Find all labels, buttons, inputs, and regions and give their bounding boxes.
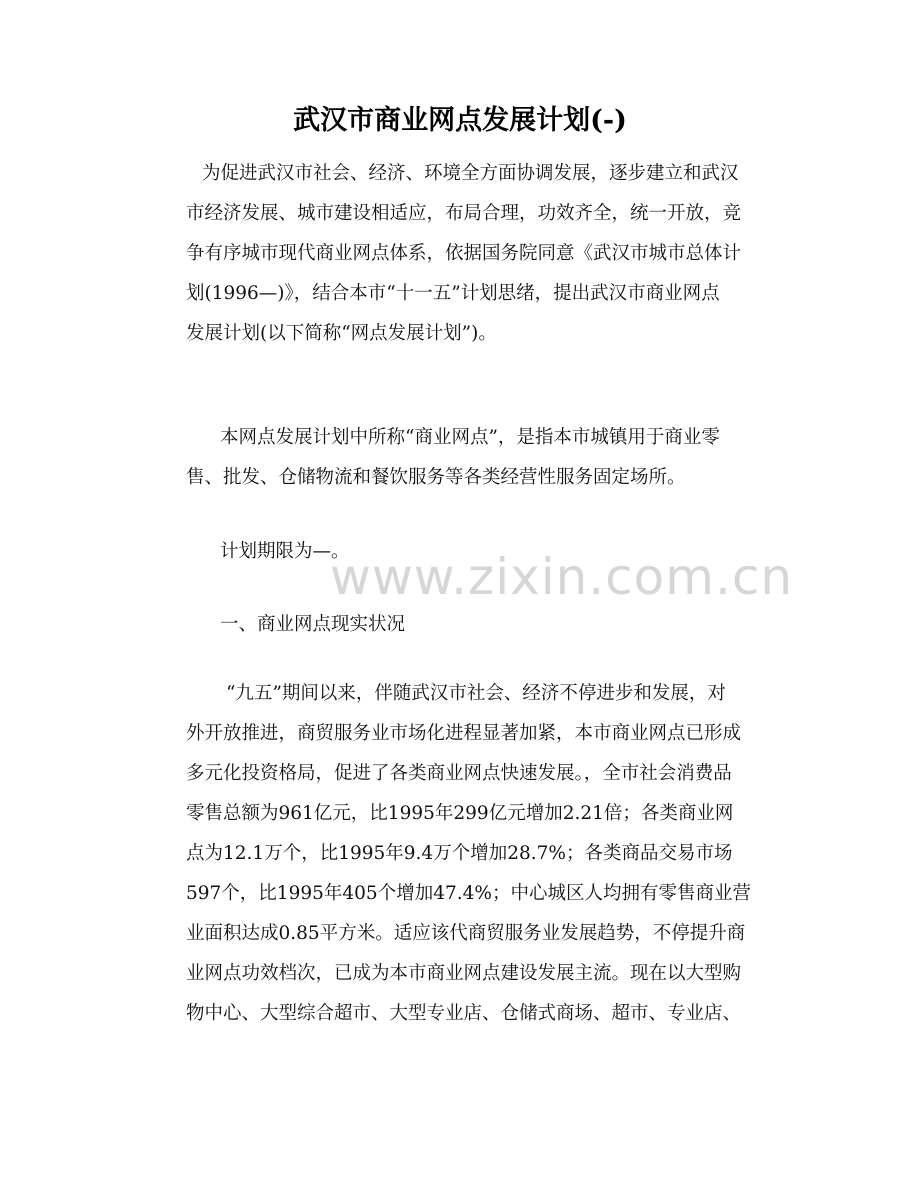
paragraph-current-status [186, 674, 751, 1034]
paragraph-line: 业网点功效档次，已成为本市商业网点建设发展主流。现在以大型购 [186, 963, 742, 984]
paragraph-intro [186, 154, 742, 354]
paragraph-line: 划(1996—)》，结合本市“十一五”计划思绪，提出武汉市商业网点 [186, 283, 720, 304]
paragraph-line: 为促进武汉市社会、经济、环境全方面协调发展，逐步建立和武汉 [202, 163, 739, 184]
section-heading [186, 605, 742, 645]
paragraph-line: 多元化投资格局，促进了各类商业网点快速发展。，全市社会消费品 [186, 763, 732, 784]
section-heading-text: 一、商业网点现实状况 [220, 614, 406, 635]
paragraph-line: 计划期限为—。 [220, 541, 350, 562]
paragraph-line: 业面积达成0.85平方米。适应该代商贸服务业发展趋势，不停提升商 [186, 923, 746, 944]
paragraph-plan-period [186, 532, 742, 572]
paragraph-line: 点为12.1万个，比1995年9.4万个增加28.7%；各类商品交易市场 [186, 843, 733, 864]
paragraph-line: 物中心、大型综合超市、大型专业店、仓储式商场、超市、专业店、 [186, 1003, 742, 1024]
paragraph-line: 市经济发展、城市建设相适应，布局合理，功效齐全，统一开放，竞 [186, 203, 742, 224]
paragraph-line: “九五”期间以来，伴随武汉市社会、经济不停进步和发展，对 [226, 683, 726, 704]
paragraph-line: 零售总额为961亿元，比1995年299亿元增加2.21倍；各类商业网 [186, 803, 734, 824]
paragraph-line: 外开放推进，商贸服务业市场化进程显著加紧，本市商业网点已形成 [186, 723, 742, 744]
paragraph-line: 597个，比1995年405个增加47.4%；中心城区人均拥有零售商业营 [186, 883, 751, 904]
paragraph-line: 售、批发、仓储物流和餐饮服务等各类经营性服务固定场所。 [186, 467, 686, 488]
paragraph-line: 争有序城市现代商业网点体系，依据国务院同意《武汉市城市总体计 [186, 243, 742, 264]
watermark: www.zixin.com.cn [330, 548, 794, 606]
paragraph-line: 本网点发展计划中所称“商业网点”，是指本市城镇用于商业零 [220, 427, 720, 448]
paragraph-line: 发展计划(以下简称“网点发展计划”)。 [186, 323, 497, 344]
paragraph-definition [186, 418, 742, 498]
document-title: 武汉市商业网点发展计划(-) [293, 105, 627, 136]
